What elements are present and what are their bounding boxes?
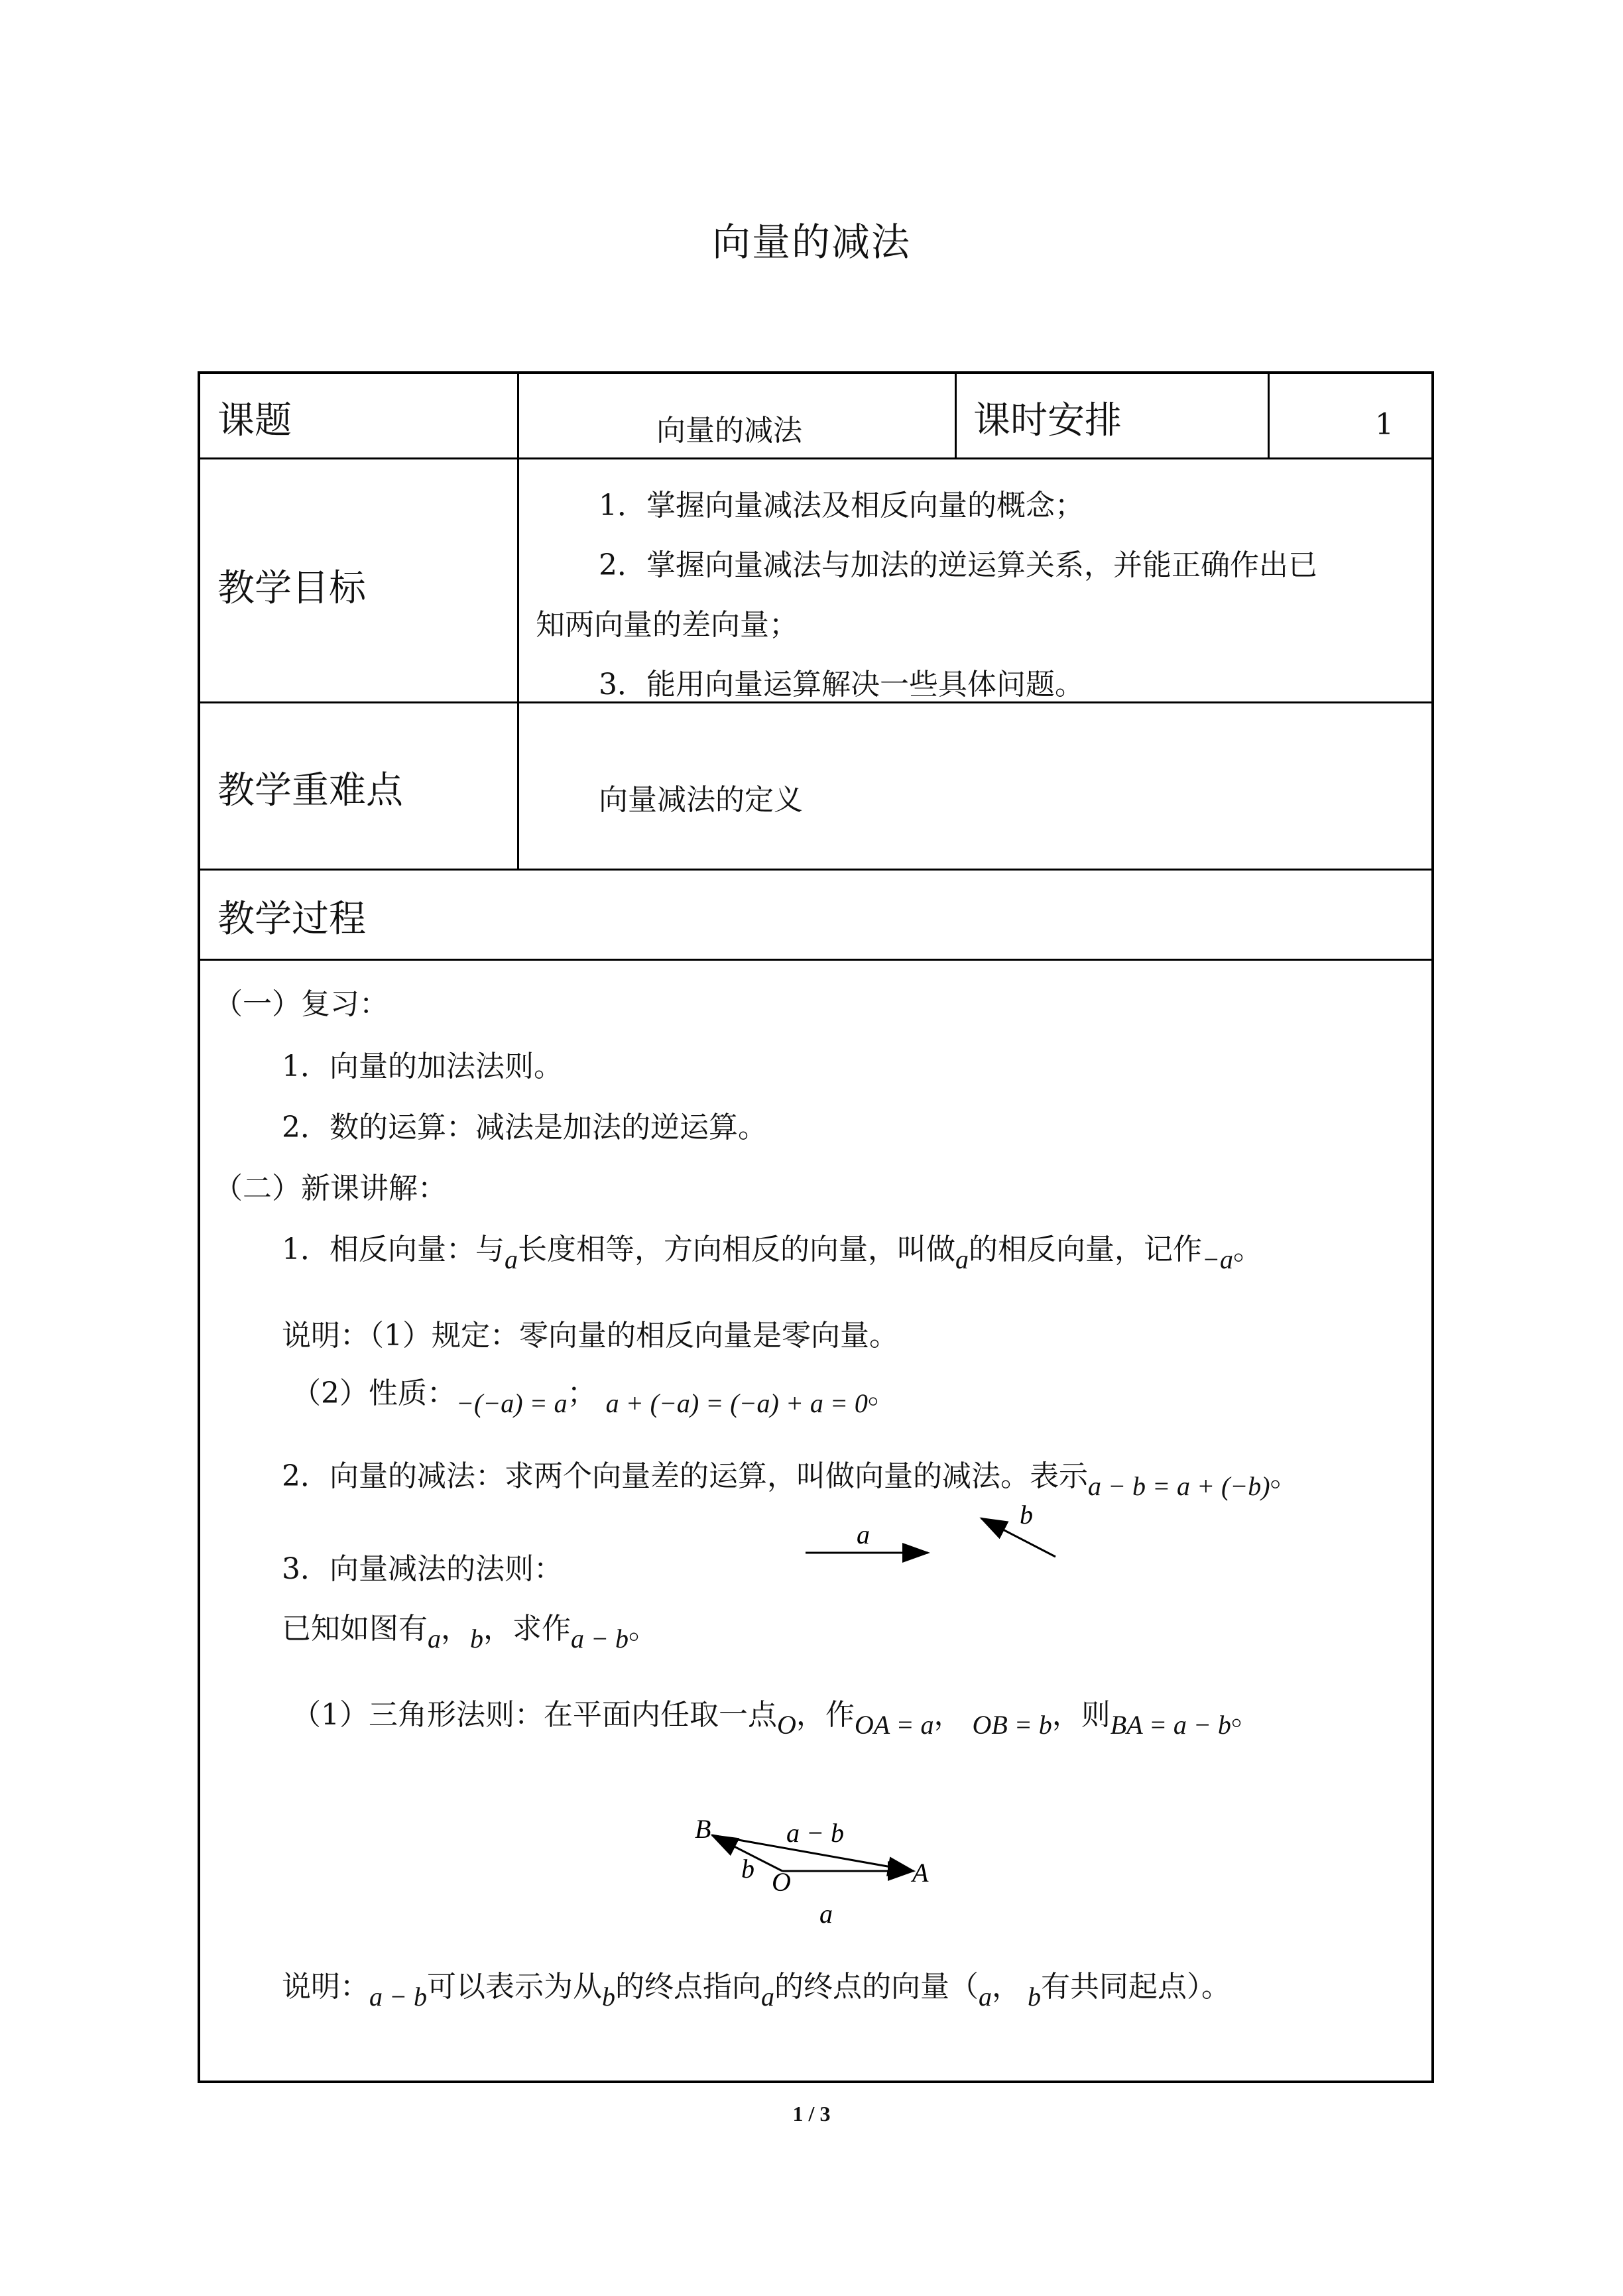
note-zero-vector: 说明：（1）规定：零向量的相反向量是零向量。 [282,1319,898,1353]
text-span: （1）三角形法则：在平面内任取一点 [292,1698,777,1732]
math-formula: −(−a) = a [456,1388,568,1418]
column-divider [955,371,957,459]
row-divider [198,959,1434,961]
text-span: 1．相反向量：与 [282,1233,505,1266]
new-lesson-heading: （二）新课讲解： [213,1172,447,1205]
text-span: （2）性质： [292,1376,456,1410]
review-item: 2．数的运算：减法是加法的逆运算。 [282,1111,767,1144]
text-span: ，作 [796,1698,855,1732]
goal-item: 知两向量的差向量； [536,608,798,642]
text-span: 的终点指向 [615,1970,761,2004]
point-O-label: O [772,1867,791,1897]
math-formula: a − b [571,1624,629,1654]
math-formula: a + (−a) = (−a) + a = 0 [605,1388,868,1418]
vector-a-label: a [857,1520,870,1549]
text-span: 有共同起点）。 [1041,1970,1231,2004]
text-span: 。 [867,1376,897,1410]
topic-label: 课题 [217,399,292,442]
triangle-rule [292,1691,1260,1740]
column-divider [517,371,519,870]
goal-item: 1．掌握向量减法及相反向量的概念； [599,489,1084,522]
text-span: 已知如图有 [282,1612,428,1646]
property-line [292,1369,897,1418]
math-formula: OB = b [972,1710,1052,1740]
math-formula: OA = a [854,1710,934,1740]
vector-b-arrow [981,1518,1055,1557]
keypoints-label: 教学重难点 [217,769,403,812]
triangle-figure [683,1803,961,1936]
math-b: b [1028,1982,1041,2012]
math-formula: a − b [369,1982,427,2012]
process-label: 教学过程 [217,898,366,941]
review-item: 1．向量的加法法则。 [282,1050,563,1083]
math-a: a [505,1244,518,1274]
subtraction-definition [282,1452,1299,1501]
text-span: ， [933,1698,963,1732]
row-divider [198,457,1434,459]
goal-item: 3．能用向量运算解决一些具体问题。 [599,668,1084,701]
opposite-vector-definition [282,1225,1262,1274]
text-span: 。 [1233,1233,1262,1266]
hours-value: 1 [1375,408,1394,442]
math-a: a [955,1244,969,1274]
topic-value: 向量的减法 [656,414,802,448]
page-number: 1 / 3 [792,2102,831,2126]
note-difference [282,1963,1231,2012]
vector-b-label: b [1020,1500,1033,1530]
math-formula: a − b = a + (−b) [1088,1471,1270,1501]
math-b: b [470,1624,483,1654]
math-formula: BA = a − b [1110,1710,1231,1740]
math-a: a [761,1982,774,2012]
text-span: 的终点的向量（ [774,1970,979,2004]
goals-label: 教学目标 [217,567,366,610]
math-b: b [602,1982,615,2012]
text-span: 的相反向量，记作 [969,1233,1202,1266]
text-span: ； [567,1376,597,1410]
review-heading: （一）复习： [213,987,389,1021]
math-O: O [777,1710,796,1740]
text-span: ，则 [1052,1698,1111,1732]
text-span: ， [992,1970,1021,2004]
text-span: ，求作 [483,1612,571,1646]
math-neg-a: −a [1202,1244,1233,1274]
math-a: a [979,1982,992,2012]
text-span: 。 [1270,1459,1299,1493]
vector-ab-label: a − b [786,1818,844,1848]
text-span: 长度相等，方向相反的向量，叫做 [518,1233,955,1266]
keypoints-value: 向量减法的定义 [599,783,803,817]
text-span: 可以表示为从 [427,1970,602,2004]
text-span: 。 [1231,1698,1260,1732]
page-title: 向量的减法 [711,219,911,265]
text-span: 。 [629,1612,658,1646]
point-A-label: A [912,1858,929,1888]
vector-b-label: b [741,1854,754,1884]
rule-heading: 3．向量减法的法则： [282,1552,563,1586]
vector-a-label: a [819,1899,833,1929]
vectors-figure [796,1492,1074,1578]
text-span: 说明： [282,1970,369,2004]
column-divider [1268,371,1270,459]
text-span: ， [441,1612,470,1646]
text-span: 2．向量的减法：求两个向量差的运算，叫做向量的减法。表示 [282,1459,1088,1493]
point-B-label: B [695,1814,711,1844]
goal-item: 2．掌握向量减法与加法的逆运算关系，并能正确作出已 [599,548,1317,582]
math-a: a [428,1624,441,1654]
hours-label: 课时安排 [973,399,1122,442]
given-line [282,1604,658,1654]
row-divider [198,869,1434,871]
